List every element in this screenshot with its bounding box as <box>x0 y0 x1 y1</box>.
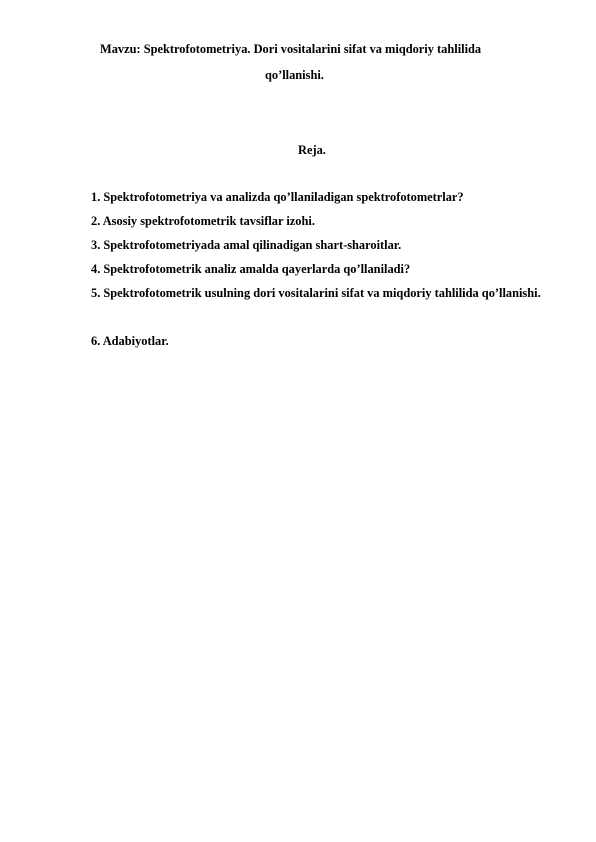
plan-heading: Reja. <box>298 143 326 157</box>
plan-item-4: 4. Spektrofotometrik analiz amalda qayerlarda qo’llaniladi? <box>91 262 411 276</box>
document-title-line-2: qo’llanishi. <box>265 68 324 82</box>
document-title-line-1: Mavzu: Spektrofotometriya. Dori vositalarini sifat va miqdoriy tahlilida <box>100 42 482 56</box>
plan-item-5: 5. Spektrofotometrik usulning dori vositalarini sifat va miqdoriy tahlilida qo’llanishi. <box>91 286 541 300</box>
plan-item-1: 1. Spektrofotometriya va analizda qo’llaniladigan spektrofotometrlar? <box>91 190 464 204</box>
plan-item-2: 2. Asosiy spektrofotometrik tavsiflar izohi. <box>91 214 315 228</box>
plan-item-3: 3. Spektrofotometriyada amal qilinadigan shart-sharoitlar. <box>91 238 402 252</box>
plan-item-6: 6. Adabiyotlar. <box>91 334 169 348</box>
